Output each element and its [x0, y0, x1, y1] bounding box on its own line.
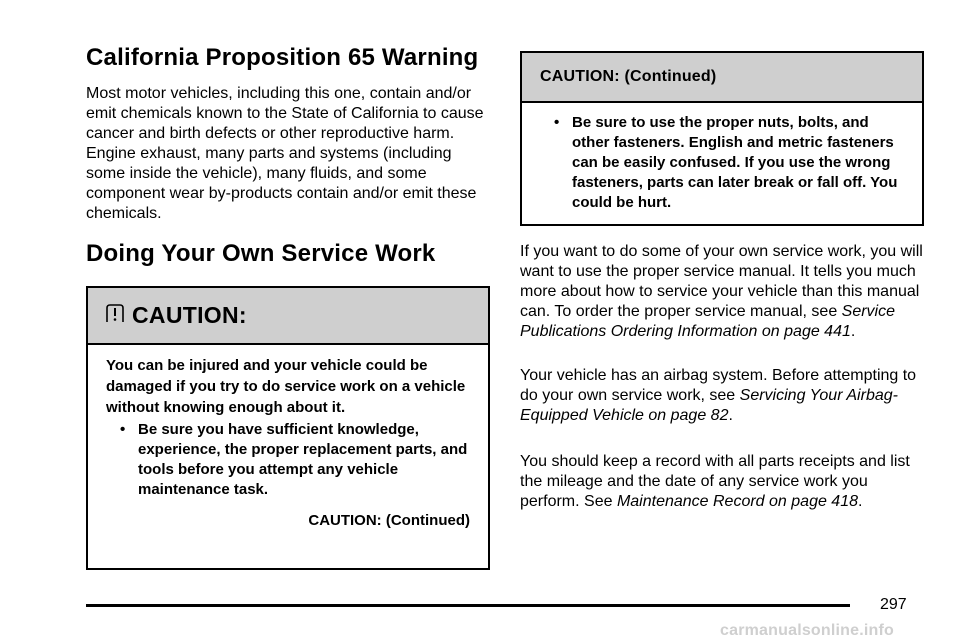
- paragraph-text: You should keep a record with all parts receipts and list the mileage and the date of any service work you perform. See: [520, 453, 910, 510]
- caution-bullet-text: Be sure you have sufficient knowledge, experience, the proper replacement parts, and tools before you attempt any vehicle maintenance task.: [138, 421, 468, 498]
- caution-continued-bullets: [540, 113, 904, 213]
- paragraph-end: .: [850, 323, 856, 340]
- caution-bullets: [106, 420, 470, 500]
- caution-title: CAUTION:: [132, 302, 247, 328]
- watermark: carmanualsonline.info: [720, 622, 895, 639]
- airbag-paragraph: [520, 366, 924, 426]
- bullet-dot: •: [554, 114, 560, 131]
- footer-rule: [86, 604, 850, 607]
- page-number: 297: [880, 596, 907, 613]
- paragraph-end: .: [728, 407, 733, 424]
- caution-continued-box: [520, 51, 924, 226]
- paragraph-end: .: [858, 493, 863, 510]
- caution-continued-header: [522, 53, 922, 103]
- airbag-servicing-reference[interactable]: Servicing Your Airbag-Equipped Vehicle on page 82: [520, 387, 898, 424]
- prop65-heading: California Proposition 65 Warning: [86, 44, 479, 71]
- caution-continued-title: CAUTION: (Continued): [540, 68, 717, 85]
- service-manual-paragraph: [520, 242, 924, 342]
- caution-continued-body: [522, 103, 922, 213]
- paragraph-text: Your vehicle has an airbag system. Before attempting to do your own service work, see: [520, 367, 917, 404]
- bullet-dot: •: [120, 421, 126, 438]
- paragraph-text: If you want to do some of your own service work, you will want to use the proper service manual. It tells you much more about how to service your vehicle than this manual can. To order the proper service manual, see: [520, 243, 923, 320]
- prop65-paragraph: Most motor vehicles, including this one, contain and/or emit chemicals known to the State of California to cause cancer and birth defects or other reproductive harm. Engine exhaust, many parts and systems (including some inside the vehicle), many fluids, and some component wear by-products contain and/or emit these chemicals.: [86, 85, 484, 222]
- caution-intro: You can be injured and your vehicle could be damaged if you try to do service work on a vehicle without knowing enough about it.: [106, 357, 466, 416]
- caution-continued: CAUTION: (Continued): [308, 512, 470, 529]
- caution-bullet-text: Be sure to use the proper nuts, bolts, and other fasteners. English and metric fasteners can be easily confused. If you use the wrong fasteners, parts can later break or fall off. You could be hurt.: [572, 114, 898, 211]
- caution-bullet-item: [540, 113, 904, 213]
- service-heading: Doing Your Own Service Work: [86, 240, 436, 267]
- caution-header: [88, 288, 488, 345]
- caution-box: [86, 286, 490, 570]
- caution-body: [88, 345, 488, 531]
- maintenance-record-reference[interactable]: Maintenance Record on page 418: [616, 493, 858, 510]
- warning-triangle-icon: [104, 303, 126, 325]
- caution-bullet-item: [106, 420, 470, 500]
- service-publications-reference[interactable]: Service Publications Ordering Information on page 441: [520, 303, 896, 340]
- maintenance-record-paragraph: [520, 452, 924, 512]
